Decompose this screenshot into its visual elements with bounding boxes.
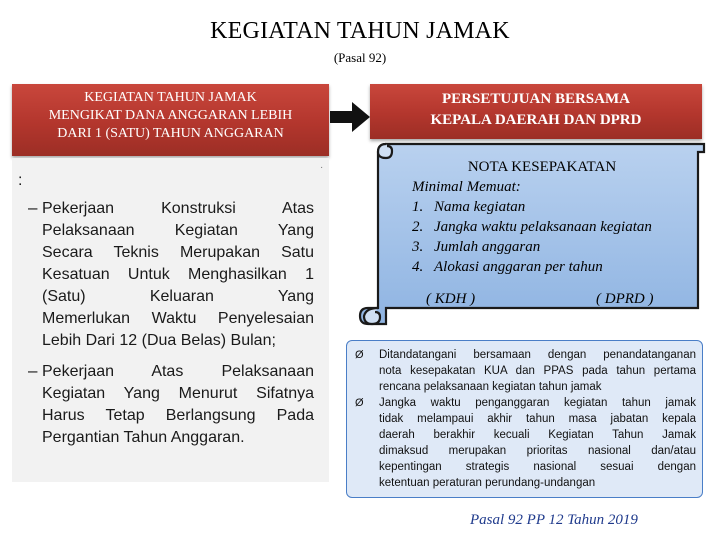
- item-text: Jumlah anggaran: [434, 239, 541, 255]
- bullet-text: [42, 361, 314, 449]
- decorative-dot: .: [320, 160, 323, 171]
- note-line: kepentingan strategis nasional sesuai dengan: [379, 461, 696, 473]
- item-text: Nama kegiatan: [434, 199, 526, 215]
- left-header-line: DARI 1 (SATU) TAHUN ANGGARAN: [57, 126, 284, 141]
- nota-kesepakatan-content: [412, 157, 702, 277]
- bullet-line: Kegiatan Yang Menurut Sifatnya: [42, 385, 314, 402]
- bullet-dash: –: [28, 198, 38, 217]
- nota-item-list: [412, 197, 702, 277]
- right-arrow-icon: [330, 100, 372, 134]
- arrow-bullet-icon: Ø: [355, 349, 364, 361]
- list-item: [412, 217, 702, 237]
- right-header-box: [370, 84, 702, 139]
- right-header-line: KEPALA DAERAH DAN DPRD: [430, 112, 642, 128]
- note-line: dimaksud merupakan prioritas nasional dan/atau: [379, 445, 696, 457]
- note-line: Jangka waktu penganggaran kegiatan tahun jamak: [379, 397, 696, 409]
- notes-box: [346, 340, 703, 498]
- bullet-text: [42, 198, 314, 352]
- item-number: 4.: [412, 259, 424, 275]
- bullet-line: Pergantian Tahun Anggaran.: [42, 429, 245, 446]
- item-number: 3.: [412, 239, 424, 255]
- left-header-line: KEGIATAN TAHUN JAMAK: [84, 90, 257, 105]
- left-content-panel: [12, 158, 329, 482]
- note-text: [379, 395, 696, 491]
- bullet-line: Memerlukan Waktu Penyelesaian: [42, 310, 314, 327]
- item-text: Jangka waktu pelaksanaan kegiatan: [434, 219, 652, 235]
- footer-reference: Pasal 92 PP 12 Tahun 2019: [470, 512, 638, 528]
- bullet-line: Pelaksanaan Kegiatan Yang: [42, 222, 314, 239]
- bullet-line: Pekerjaan Konstruksi Atas: [42, 200, 314, 217]
- sign-dprd: ( DPRD ): [596, 291, 654, 307]
- list-item: [412, 197, 702, 217]
- note-line: Ditandatangani bersamaan dengan penandatanganan: [379, 349, 696, 361]
- arrow-bullet-icon: Ø: [355, 397, 364, 409]
- left-header-box: [12, 84, 329, 156]
- bullet-line: Secara Teknis Merupakan Satu: [42, 244, 314, 261]
- note-line: nota kesepakatan KUA dan PPAS pada tahun pertama: [379, 365, 696, 377]
- bullet-dash: –: [28, 361, 38, 380]
- note-text: [379, 347, 696, 395]
- bullet-line: Kesatuan Untuk Menghasilkan 1: [42, 266, 314, 283]
- note-line: rencana pelaksanaan kegiatan tahun jamak: [379, 381, 602, 393]
- bullet-line: Harus Tetap Berlangsung Pada: [42, 407, 314, 424]
- note-line: tidak melampaui akhir tahun masa jabatan kepala: [379, 413, 696, 425]
- note-line: ketentuan peraturan perundang-undangan: [379, 477, 596, 489]
- bullet-line: Lebih Dari 12 (Dua Belas) Bulan;: [42, 332, 276, 349]
- page-subtitle: (Pasal 92): [333, 50, 387, 65]
- list-item: [412, 237, 702, 257]
- left-header-line: MENGIKAT DANA ANGGARAN LEBIH: [48, 108, 293, 123]
- right-header-line: PERSETUJUAN BERSAMA: [442, 91, 630, 107]
- item-text: Alokasi anggaran per tahun: [434, 259, 603, 275]
- minimal-label: Minimal Memuat:: [412, 179, 521, 195]
- page-title: KEGIATAN TAHUN JAMAK: [210, 18, 510, 44]
- bullet-line: (Satu) Keluaran Yang: [42, 288, 314, 305]
- bullet-line: Pekerjaan Atas Pelaksanaan: [42, 363, 314, 380]
- item-number: 2.: [412, 219, 424, 235]
- list-item: [412, 257, 702, 277]
- sign-kdh: ( KDH ): [426, 291, 476, 307]
- nota-title: NOTA KESEPAKATAN: [467, 159, 617, 175]
- note-line: daerah berakhir kecuali Kegiatan Tahun Jamak: [379, 429, 696, 441]
- item-number: 1.: [412, 199, 424, 215]
- left-colon: :: [18, 172, 23, 189]
